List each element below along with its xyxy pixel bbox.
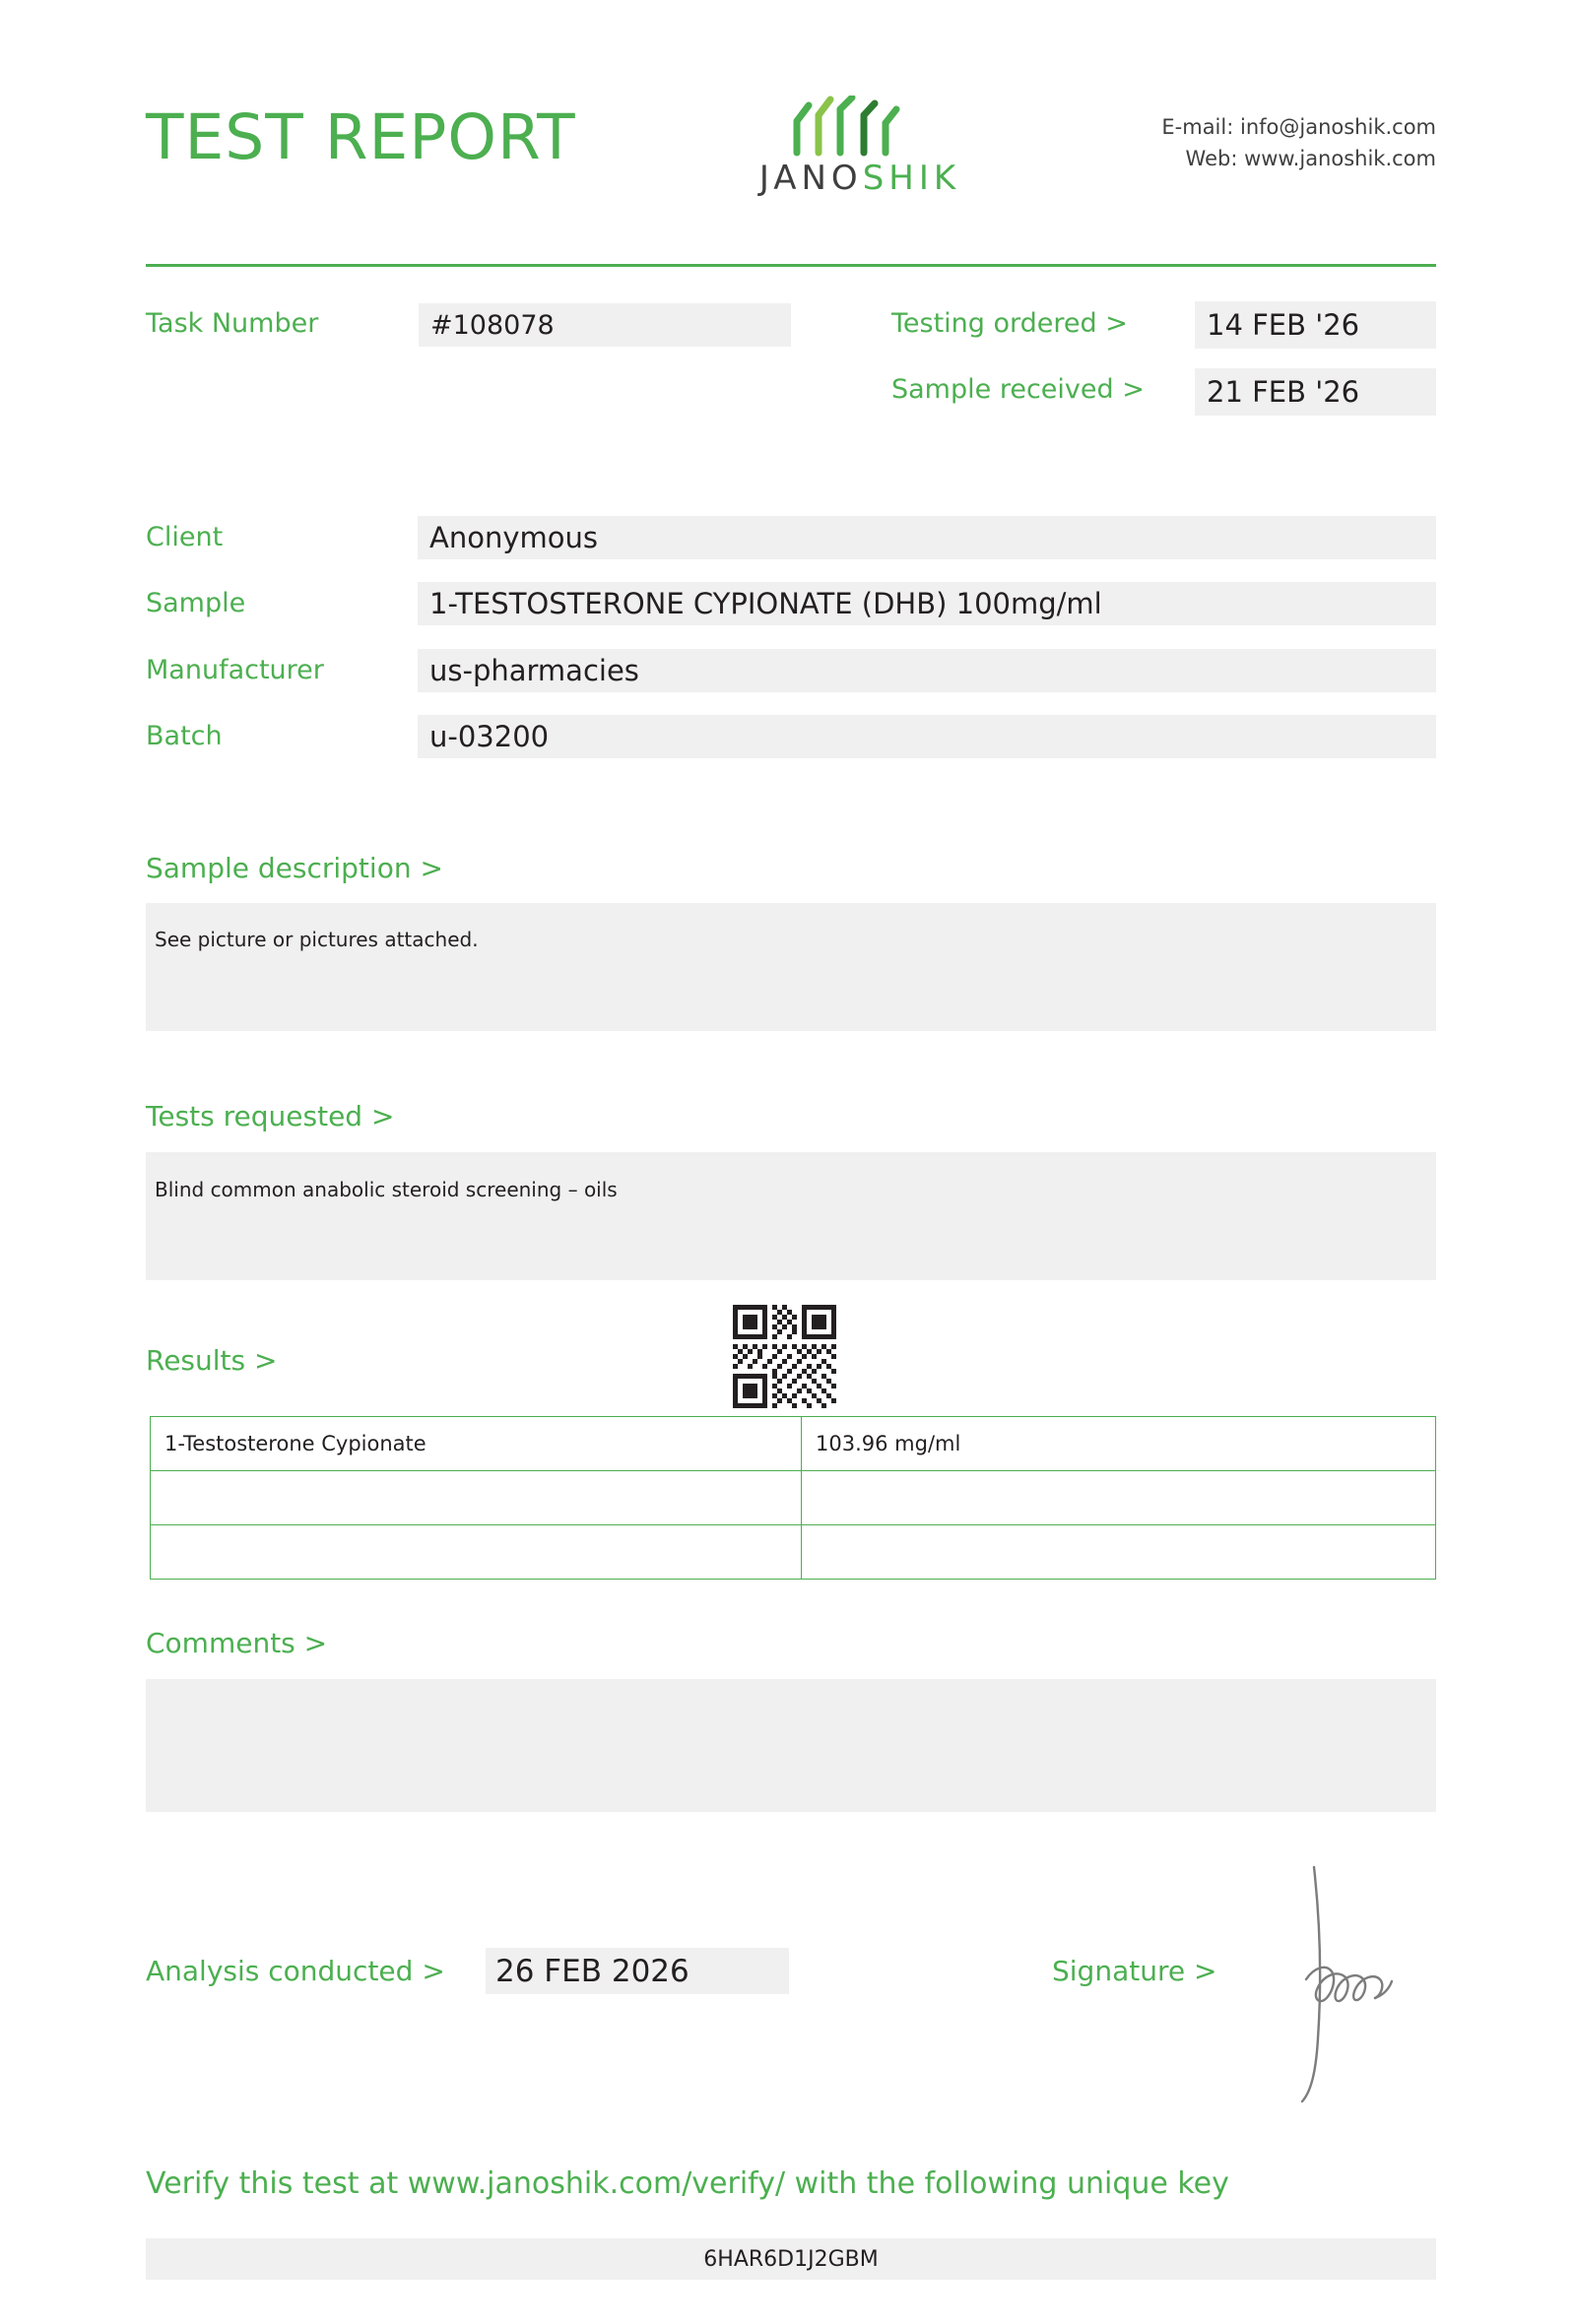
sample-description-text: See picture or pictures attached. xyxy=(155,928,479,951)
analysis-conducted-label: Analysis conducted > xyxy=(146,1955,445,1987)
task-number-value: #108078 xyxy=(419,303,791,347)
results-heading: Results > xyxy=(146,1344,278,1377)
signature-label: Signature > xyxy=(1052,1955,1217,1987)
janoshik-logo-icon xyxy=(697,94,1022,222)
logo-mark-icon xyxy=(781,96,929,157)
result-analyte: 1-Testosterone Cypionate xyxy=(151,1417,802,1471)
sample-label: Sample xyxy=(146,588,246,618)
testing-ordered-value: 14 FEB '26 xyxy=(1195,301,1436,349)
tests-requested-text: Blind common anabolic steroid screening – oils xyxy=(155,1178,618,1201)
qr-code-icon xyxy=(733,1305,836,1408)
tests-requested-box xyxy=(146,1152,1436,1280)
results-table xyxy=(150,1416,1436,1580)
comments-heading: Comments > xyxy=(146,1627,328,1659)
contact-web: Web: www.janoshik.com xyxy=(1185,147,1436,170)
contact-block xyxy=(1161,111,1436,174)
sample-value: 1-TESTOSTERONE CYPIONATE (DHB) 100mg/ml xyxy=(418,582,1436,625)
analysis-conducted-value: 26 FEB 2026 xyxy=(486,1948,789,1994)
result-analyte xyxy=(151,1471,802,1525)
page-title: TEST REPORT xyxy=(146,101,576,173)
manufacturer-value: us-pharmacies xyxy=(418,649,1436,692)
logo-text-dark: JANO xyxy=(758,159,863,198)
result-value xyxy=(802,1525,1436,1580)
sample-description-box xyxy=(146,903,1436,1031)
verify-unique-key: 6HAR6D1J2GBM xyxy=(146,2238,1436,2280)
comments-box xyxy=(146,1679,1436,1812)
batch-value: u-03200 xyxy=(418,715,1436,758)
client-label: Client xyxy=(146,522,224,552)
result-analyte xyxy=(151,1525,802,1580)
logo-wordmark xyxy=(697,159,1022,198)
tests-requested-heading: Tests requested > xyxy=(146,1100,395,1132)
result-value: 103.96 mg/ml xyxy=(802,1417,1436,1471)
header-divider xyxy=(146,264,1436,267)
table-row xyxy=(151,1417,1436,1471)
logo-text-green: SHIK xyxy=(862,159,961,198)
testing-ordered-label: Testing ordered > xyxy=(891,308,1128,339)
signature-icon xyxy=(1280,1861,1428,2107)
contact-email: E-mail: info@janoshik.com xyxy=(1161,115,1436,139)
verify-instruction: Verify this test at www.janoshik.com/verify/ with the following unique key xyxy=(146,2166,1229,2201)
client-value: Anonymous xyxy=(418,516,1436,559)
sample-received-label: Sample received > xyxy=(891,374,1145,405)
sample-received-value: 21 FEB '26 xyxy=(1195,368,1436,416)
task-number-label: Task Number xyxy=(146,308,319,339)
batch-label: Batch xyxy=(146,721,223,751)
sample-description-heading: Sample description > xyxy=(146,852,443,884)
result-value xyxy=(802,1471,1436,1525)
manufacturer-label: Manufacturer xyxy=(146,655,324,685)
table-row xyxy=(151,1471,1436,1525)
report-header xyxy=(146,94,1436,222)
table-row xyxy=(151,1525,1436,1580)
